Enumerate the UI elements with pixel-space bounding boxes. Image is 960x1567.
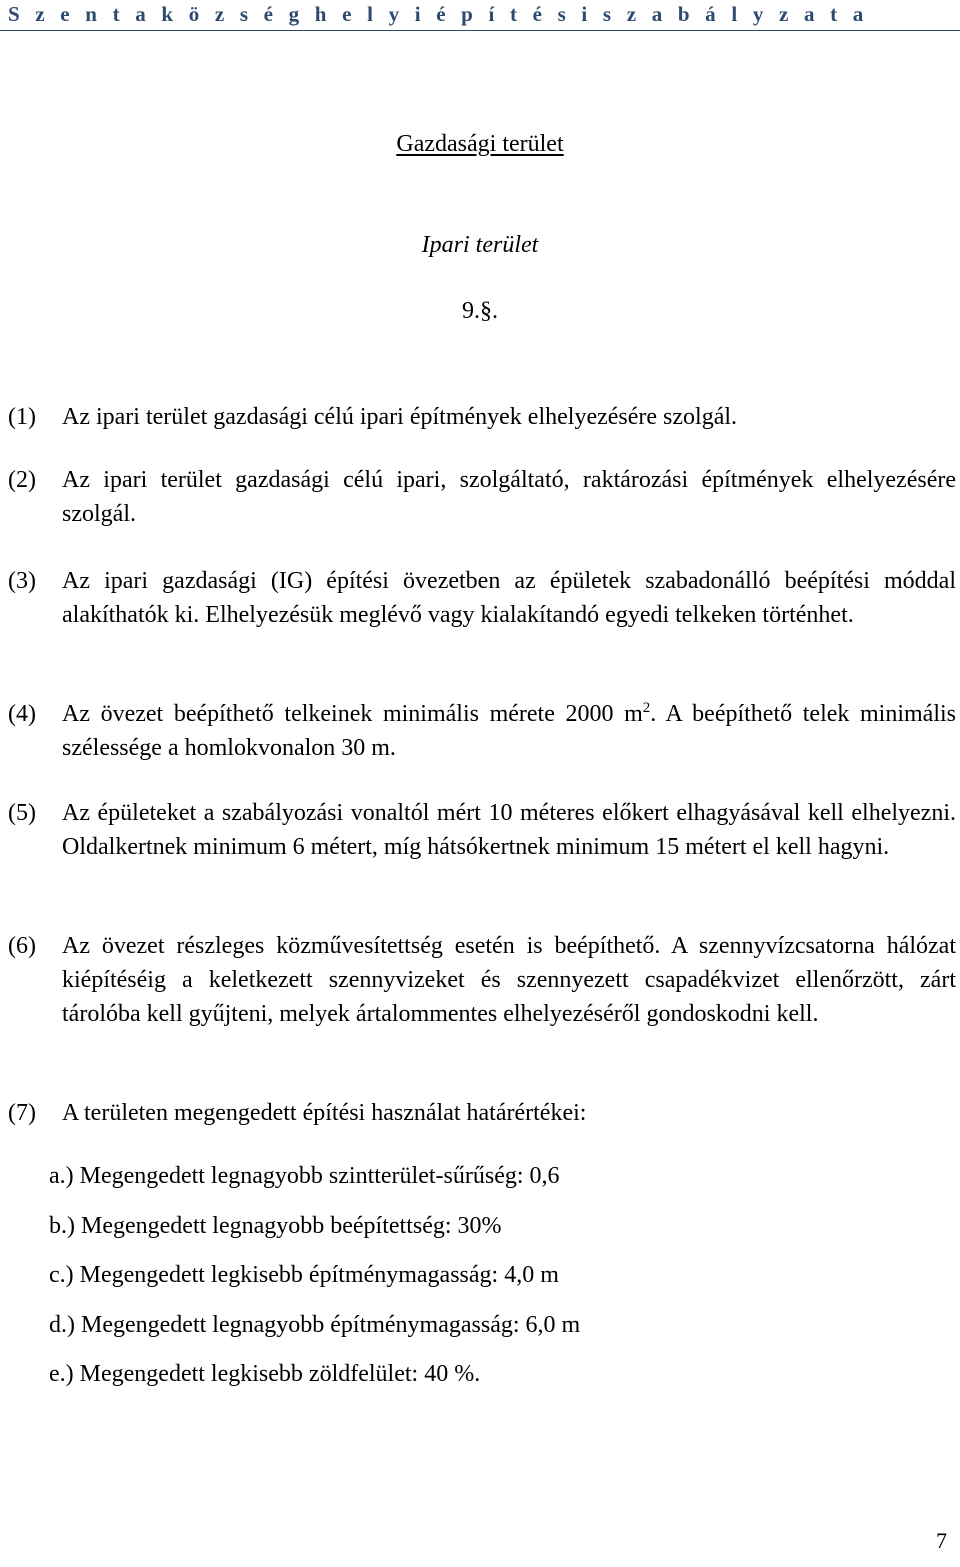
paragraph-3 [8,564,956,632]
paragraph-number: (6) [8,933,36,959]
superscript: 2 [642,700,651,716]
limit-item: d.) Megengedett legnagyobb építménymagasság: 6,0 m [49,1312,581,1338]
paragraph-text: Az övezet részleges közművesítettség esetén is beépíthető. A szennyvízcsatorna hálózat kiépítéséig a keletkezett szennyvizeket és szennyezett csapadékvizet ellenőrzött, zárt tárolóba kell gyűjteni, melyek ártalommentes elhelyezéséről gondoskodni kell. [62,933,956,1027]
paragraph-number: (3) [8,568,36,594]
paragraph-text-part: . A beépíthető telek minimális szélessége a homlokvonalon 30 m. [62,701,956,761]
paragraph-7 [8,1096,956,1130]
paragraph-text [62,697,956,765]
page-number: 7 [936,1528,947,1553]
paragraph-2 [8,463,956,531]
paragraph-number: (1) [8,404,36,430]
paragraph-number: (2) [8,467,36,493]
paragraph-text: Az ipari terület gazdasági célú ipari, szolgáltató, raktározási építmények elhelyezésére szolgál. [62,467,956,527]
paragraph-5 [8,796,956,864]
paragraph-number: (4) [8,701,36,727]
paragraph-4 [8,697,956,765]
paragraph-text: A területen megengedett építési használat határértékei: [62,1100,587,1126]
paragraph-text: Az ipari terület gazdasági célú ipari építmények elhelyezésére szolgál. [62,404,738,430]
running-header: S z e n t a k ö z s é g h e l y i é p í t é s i s z a b á l y z a t a [8,2,869,26]
paragraph-6 [8,929,956,1031]
paragraph-sign: 9.§. [462,298,498,324]
paragraph-text-part: Az övezet beépíthető telkeinek minimális mérete 2000 m [62,701,643,727]
limit-item: c.) Megengedett legkisebb építménymagasság: 4,0 m [49,1262,559,1288]
paragraph-number: (7) [8,1100,36,1126]
paragraph-1 [8,400,956,434]
section-title: Gazdasági terület [396,131,564,157]
paragraph-number: (5) [8,800,36,826]
section-subtitle: Ipari terület [421,232,539,258]
limit-item: e.) Megengedett legkisebb zöldfelület: 40 %. [49,1361,481,1387]
paragraph-text: Az ipari gazdasági (IG) építési övezetben az épületek szabadonálló beépítési móddal alakíthatók ki. Elhelyezésük meglévő vagy kialakítandó egyedi telkeken történhet. [62,568,956,628]
paragraph-text: Az épületeket a szabályozási vonaltól mért 10 méteres előkert elhagyásával kell elhelyezni. Oldalkertnek minimum 6 métert, míg hátsókertnek minimum 15 métert el kell hagyni. [62,800,956,860]
limit-item: a.) Megengedett legnagyobb szintterület-sűrűség: 0,6 [49,1163,560,1189]
header-rule [0,30,960,31]
limit-item: b.) Megengedett legnagyobb beépítettség: 30% [49,1213,502,1239]
